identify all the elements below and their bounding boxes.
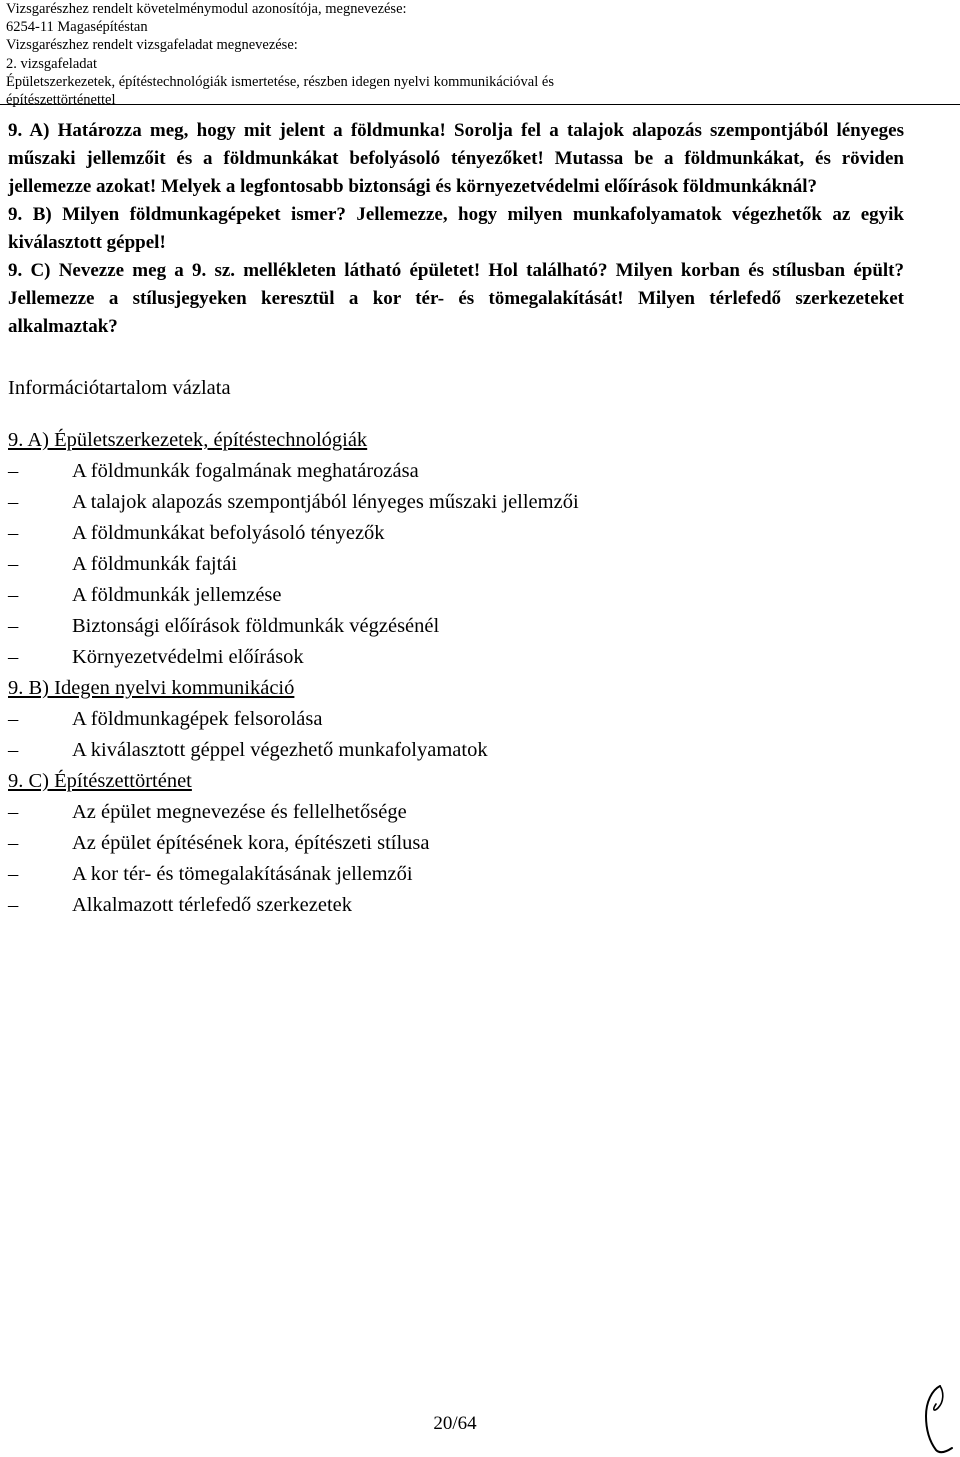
list-item bbox=[8, 890, 908, 921]
task-b: 9. B) Milyen földmunkagépeket ismer? Jellemezze, hogy milyen munkafolyamatok végezhetők az egyik kiválasztott géppel! bbox=[8, 204, 904, 253]
list-item bbox=[8, 704, 908, 735]
list-item-text: Alkalmazott térlefedő szerkezetek bbox=[72, 894, 353, 916]
dash-bullet: – bbox=[8, 646, 19, 668]
dash-bullet: – bbox=[8, 739, 19, 761]
header-line: építészettörténettel bbox=[6, 92, 116, 109]
list-item-text: Biztonsági előírások földmunkák végzésénél bbox=[72, 615, 440, 637]
list-item-text: A talajok alapozás szempontjából lényeges műszaki jellemzői bbox=[72, 491, 579, 513]
list-item-text: A kor tér- és tömegalakításának jellemzői bbox=[72, 863, 413, 885]
list-item-text: A földmunkákat befolyásoló tényezők bbox=[72, 522, 385, 544]
info-content-title: Információtartalom vázlata bbox=[8, 377, 231, 399]
section-a-title: 9. A) Épületszerkezetek, építéstechnológiák bbox=[8, 429, 368, 451]
dash-bullet: – bbox=[8, 553, 19, 575]
list-item-text: Környezetvédelmi előírások bbox=[72, 646, 304, 668]
dash-bullet: – bbox=[8, 801, 19, 823]
list-item-text: A földmunkák fogalmának meghatározása bbox=[72, 460, 419, 482]
list-item bbox=[8, 642, 908, 673]
list-item-text: A földmunkák jellemzése bbox=[72, 584, 282, 606]
list-item bbox=[8, 456, 908, 487]
list-item bbox=[8, 611, 908, 642]
list-item bbox=[8, 797, 908, 828]
task-description bbox=[8, 117, 904, 341]
list-item bbox=[8, 828, 908, 859]
dash-bullet: – bbox=[8, 491, 19, 513]
task-a: 9. A) Határozza meg, hogy mit jelent a földmunka! Sorolja fel a talajok alapozás szempontjából lényeges műszaki jellemzőit és a földmunkákat befolyásoló tényezőket! Mutassa be a földmunkákat, és röviden jellemezze azokat! Melyek a legfontosabb biztonsági és környezetvédelmi előírások földmunkáknál? bbox=[8, 120, 904, 197]
dash-bullet: – bbox=[8, 894, 19, 916]
dash-bullet: – bbox=[8, 863, 19, 885]
list-item bbox=[8, 859, 908, 890]
list-item bbox=[8, 487, 908, 518]
header-line: Vizsgarészhez rendelt követelménymodul azonosítója, megnevezése: bbox=[6, 1, 407, 17]
section-c-title: 9. C) Építészettörténet bbox=[8, 770, 192, 792]
header-line: Vizsgarészhez rendelt vizsgafeladat megnevezése: bbox=[6, 37, 298, 54]
content-outline bbox=[8, 425, 908, 921]
dash-bullet: – bbox=[8, 615, 19, 637]
list-item bbox=[8, 518, 908, 549]
list-item-text: A földmunkagépek felsorolása bbox=[72, 708, 323, 730]
header-line: 6254-11 Magasépítéstan bbox=[6, 19, 148, 36]
header-line: 2. vizsgafeladat bbox=[6, 55, 97, 72]
list-item-text: Az épület építésének kora, építészeti stílusa bbox=[72, 832, 430, 854]
section-b-title: 9. B) Idegen nyelvi kommunikáció bbox=[8, 677, 295, 699]
dash-bullet: – bbox=[8, 522, 19, 544]
header-line: Épületszerkezetek, építéstechnológiák ismertetése, részben idegen nyelvi kommunikációval és bbox=[6, 73, 554, 90]
dash-bullet: – bbox=[8, 460, 19, 482]
task-c: 9. C) Nevezze meg a 9. sz. mellékleten látható épületet! Hol található? Milyen korban és stílusban épült? Jellemezze a stílusjegyeken keresztül a kor tér- és tömegalakítását! Milyen térlefedő szerkezeteket alkalmaztak? bbox=[8, 260, 904, 337]
document-header bbox=[6, 0, 946, 109]
list-item-text: A földmunkák fajtái bbox=[72, 553, 238, 575]
dash-bullet: – bbox=[8, 708, 19, 730]
dash-bullet: – bbox=[8, 832, 19, 854]
list-item-text: Az épület megnevezése és fellelhetősége bbox=[72, 801, 407, 823]
list-item bbox=[8, 735, 908, 766]
list-item bbox=[8, 549, 908, 580]
page-number: 20/64 bbox=[433, 1413, 477, 1434]
header-divider bbox=[0, 104, 960, 105]
dash-bullet: – bbox=[8, 584, 19, 606]
list-item-text: A kiválasztott géppel végezhető munkafolyamatok bbox=[72, 739, 488, 761]
handwritten-signature bbox=[918, 1380, 958, 1455]
list-item bbox=[8, 580, 908, 611]
